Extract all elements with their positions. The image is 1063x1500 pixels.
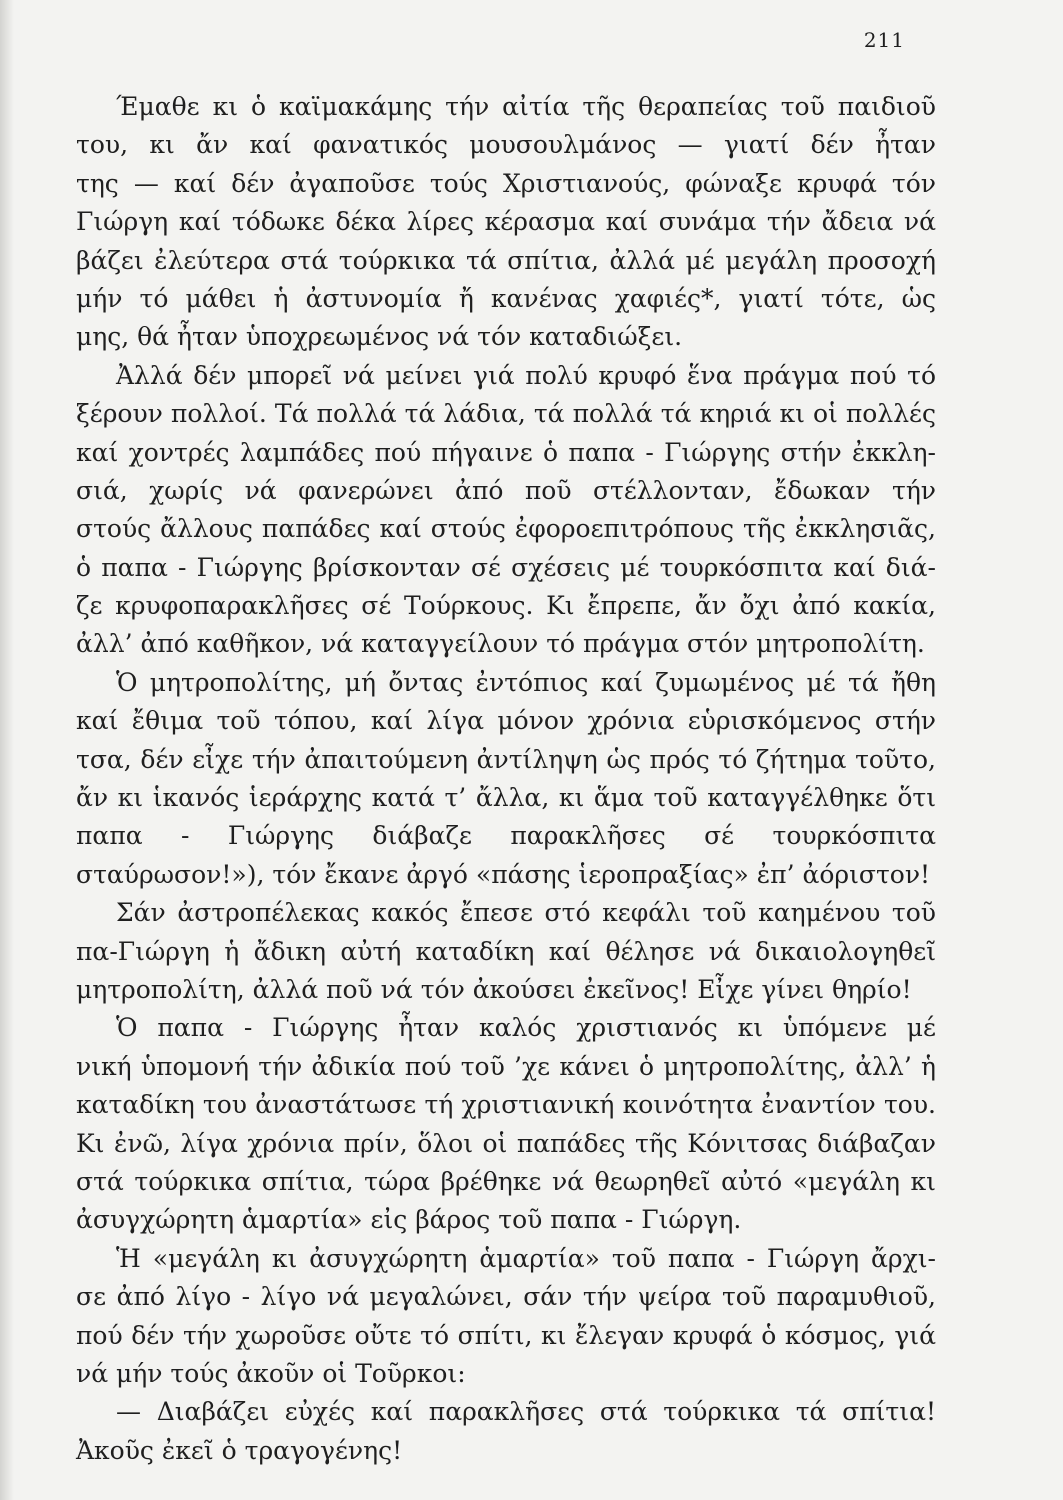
text-line: ἀσυγχώρητη ἁμαρτία» εἰς βάρος τοῦ παπα - Γιώργη. bbox=[76, 1205, 742, 1235]
text-line: Ἡ «μεγάλη κι ἀσυγχώρητη ἁμαρτία» τοῦ παπα - Γιώργη ἄρχι- bbox=[116, 1243, 936, 1273]
text-line: Ὁ μητροπολίτης, μή ὄντας ἐντόπιος καί ζυμωμένος μέ τά ἤθη bbox=[116, 667, 936, 697]
text-line: πού δέν τήν χωροῦσε οὔτε τό σπίτι, κι ἔλεγαν κρυφά ὁ κόσμος, γιά bbox=[76, 1320, 936, 1350]
text-line: μήν τό μάθει ἡ ἀστυνομία ἤ κανένας χαφιές*, γιατί τότε, ὡς bbox=[76, 283, 936, 313]
text-line: καταδίκη του ἀναστάτωσε τή χριστιανική κοινότητα ἐναντίον του. bbox=[76, 1090, 936, 1120]
text-line: Κι ἐνῶ, λίγα χρόνια πρίν, ὅλοι οἱ παπάδες τῆς Κόνιτσας διάβαζαν bbox=[76, 1128, 936, 1158]
text-line: καί χοντρές λαμπάδες πού πήγαινε ὁ παπα - Γιώργης στήν ἐκκλη- bbox=[76, 437, 936, 467]
text-line: Γιώργη καί τόδωκε δέκα λίρες κέρασμα καί συνάμα τήν ἄδεια νά bbox=[76, 207, 936, 237]
text-line: Έμαθε κι ὁ καϊμακάμης τήν αἰτία τῆς θεραπείας τοῦ παιδιοῦ bbox=[116, 92, 936, 121]
text-line: στούς ἄλλους παπάδες καί στούς ἐφοροεπιτρόπους τῆς ἐκκλησιᾶς, bbox=[76, 514, 936, 544]
page-number: 211 bbox=[863, 28, 905, 52]
text-line: Ὁ παπα - Γιώργης ἦταν καλός χριστιανός κι ὑπόμενε μέ bbox=[116, 1013, 936, 1043]
text-line: Ἀκοῦς ἐκεῖ ὁ τραγογένης! bbox=[76, 1435, 403, 1465]
text-line: — Διαβάζει εὐχές καί παρακλῆσες στά τούρκικα τά σπίτια! bbox=[116, 1397, 936, 1427]
text-line: παπα - Γιώργης διάβαζε παρακλῆσες σέ τουρκόσπιτα bbox=[76, 821, 936, 851]
text-line: νά μήν τούς ἀκοῦν οἱ Τοῦρκοι: bbox=[76, 1358, 466, 1388]
text-line: τσα, δέν εἶχε τήν ἀπαιτούμενη ἀντίληψη ὡς πρός τό ζήτημα τοῦτο, bbox=[76, 744, 936, 774]
text-line: ἀλλ’ ἀπό καθῆκον, νά καταγγείλουν τό πράγμα στόν μητροπολίτη. bbox=[76, 629, 925, 659]
text-line: βάζει ἐλεύτερα στά τούρκικα τά σπίτια, ἀλλά μέ μεγάλη προσοχή bbox=[76, 245, 936, 275]
page-left-edge-shadow bbox=[0, 0, 14, 1500]
text-line: σε ἀπό λίγο - λίγο νά μεγαλώνει, σάν τήν ψείρα τοῦ παραμυθιοῦ, bbox=[76, 1282, 936, 1312]
text-line: πα-Γιώργη ἡ ἄδικη αὐτή καταδίκη καί θέλησε νά δικαιολογηθεῖ bbox=[76, 936, 936, 966]
text-line: μητροπολίτη, ἀλλά ποῦ νά τόν ἀκούσει ἐκεῖνος! Εἶχε γίνει θηρίο! bbox=[76, 974, 912, 1004]
text-line: μης, θά ἦταν ὑποχρεωμένος νά τόν καταδιώξει. bbox=[76, 322, 683, 352]
text-line: του, κι ἄν καί φανατικός μουσουλμάνος — γιατί δέν ἦταν bbox=[76, 130, 936, 160]
text-line: ξέρουν πολλοί. Τά πολλά τά λάδια, τά πολλά τά κηριά κι οἱ πολλές bbox=[76, 399, 936, 429]
text-line: σιά, χωρίς νά φανερώνει ἀπό ποῦ στέλλονταν, ἔδωκαν τήν bbox=[76, 475, 936, 505]
text-line: ὁ παπα - Γιώργης βρίσκονταν σέ σχέσεις μέ τουρκόσπιτα καί διά- bbox=[76, 552, 936, 582]
text-line: Ἀλλά δέν μπορεῖ νά μείνει γιά πολύ κρυφό ἕνα πράγμα πού τό bbox=[116, 360, 936, 390]
text-line: ζε κρυφοπαρακλῆσες σέ Τούρκους. Κι ἔπρεπε, ἄν ὄχι ἀπό κακία, bbox=[76, 591, 936, 621]
text-line: νική ὑπομονή τήν ἀδικία πού τοῦ ’χε κάνει ὁ μητροπολίτης, ἀλλ’ ἡ bbox=[76, 1051, 936, 1081]
text-line: ἄν κι ἱκανός ἱεράρχης κατά τ’ ἄλλα, κι ἅμα τοῦ καταγγέλθηκε ὅτι bbox=[76, 783, 936, 813]
body-text bbox=[76, 88, 936, 1470]
text-line: στά τούρκικα σπίτια, τώρα βρέθηκε νά θεωρηθεῖ αὐτό «μεγάλη κι bbox=[76, 1166, 936, 1196]
text-line: της — καί δέν ἀγαποῦσε τούς Χριστιανούς, φώναξε κρυφά τόν bbox=[76, 168, 936, 198]
text-line: καί ἔθιμα τοῦ τόπου, καί λίγα μόνον χρόνια εὑρισκόμενος στήν bbox=[76, 706, 936, 736]
text-line: σταύρωσον!»), τόν ἔκανε ἀργό «πάσης ἱεροπραξίας» ἐπ’ ἀόριστον! bbox=[76, 859, 931, 889]
text-line: Σάν ἀστροπέλεκας κακός ἔπεσε στό κεφάλι τοῦ καημένου τοῦ bbox=[116, 898, 936, 928]
